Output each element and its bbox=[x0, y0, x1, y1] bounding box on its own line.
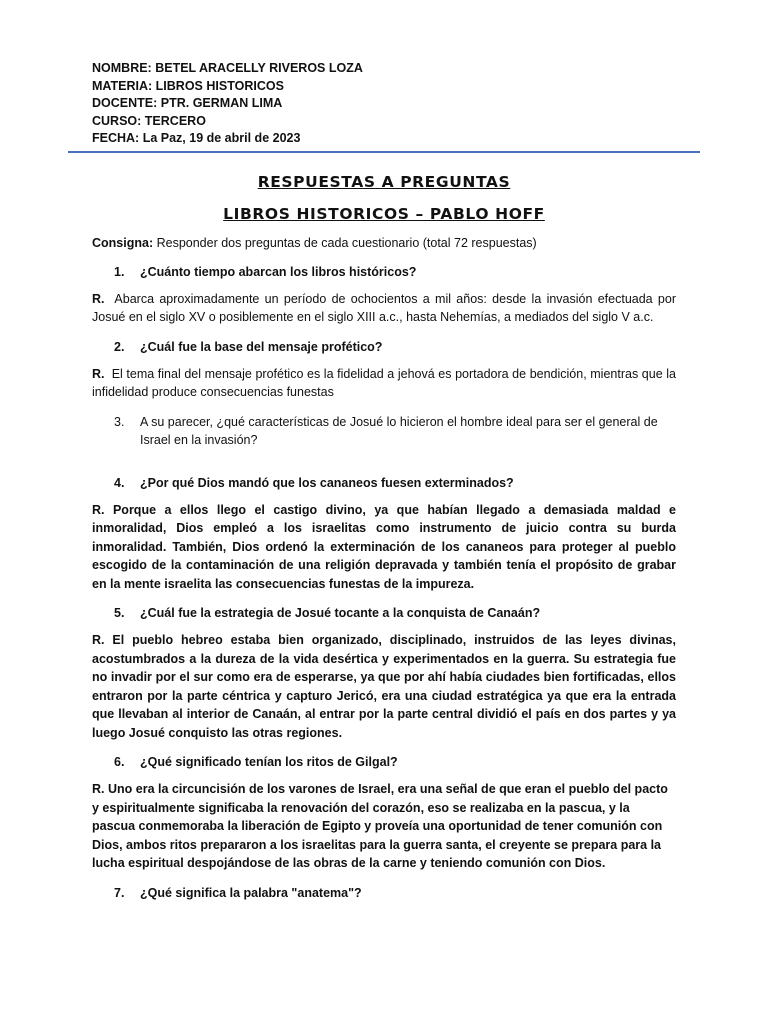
question-number: 7. bbox=[114, 885, 125, 900]
header-fecha bbox=[92, 130, 676, 148]
materia-label: MATERIA: bbox=[92, 78, 153, 93]
fecha-label: FECHA: bbox=[92, 131, 140, 145]
answer-5 bbox=[92, 631, 676, 742]
document-titles bbox=[92, 173, 676, 223]
question-6 bbox=[92, 753, 676, 771]
answer-1 bbox=[92, 290, 676, 327]
question-text: ¿Qué significado tenían los ritos de Gilgal? bbox=[140, 755, 398, 769]
question-number: 1. bbox=[114, 264, 125, 279]
docente-value: PTR. GERMAN LIMA bbox=[160, 96, 283, 110]
answer-prefix: R. bbox=[92, 502, 105, 517]
consigna-text: Responder dos preguntas de cada cuestionario (total 72 respuestas) bbox=[156, 235, 537, 250]
nombre-value: BETEL ARACELLY RIVEROS LOZA bbox=[155, 61, 363, 75]
fecha-value: La Paz, 19 de abril de 2023 bbox=[142, 131, 301, 145]
question-4 bbox=[92, 474, 676, 492]
question-3 bbox=[92, 413, 676, 449]
question-text: ¿Qué significa la palabra "anatema"? bbox=[140, 885, 362, 900]
question-1 bbox=[92, 263, 676, 281]
answer-6 bbox=[92, 780, 676, 873]
answer-prefix: R. bbox=[92, 366, 105, 381]
answer-2 bbox=[92, 365, 676, 402]
header-materia bbox=[92, 78, 676, 96]
header-docente bbox=[92, 95, 676, 113]
question-7 bbox=[92, 884, 676, 902]
curso-value: TERCERO bbox=[144, 113, 206, 128]
student-info-header bbox=[92, 60, 676, 148]
curso-label: CURSO: bbox=[92, 113, 142, 128]
question-2 bbox=[92, 338, 676, 356]
answer-4 bbox=[92, 501, 676, 594]
answer-text: Uno era la circuncisión de los varones de Israel, era una señal de que eran el pueblo del pacto y espiritualmente significaba la renovación del corazón, eso se realizaba en la pascua, y la pascua conmemoraba la liberación de Egipto y proveía una oportunidad de tener comunión con Dios, ambos ritos prepararon a los israelitas para la guerra santa, el creyente se prepara para la lucha espiritual despojándose de las obras de la carne y teniendo comunión con Dios. bbox=[92, 782, 668, 870]
question-number: 5. bbox=[114, 606, 125, 620]
consigna-label: Consigna: bbox=[92, 235, 154, 250]
nombre-label: NOMBRE: bbox=[92, 61, 152, 75]
materia-value: LIBROS HISTORICOS bbox=[155, 78, 284, 93]
question-text: ¿Cuál fue la estrategia de Josué tocante a la conquista de Canaán? bbox=[140, 606, 541, 620]
title-respuestas: RESPUESTAS A PREGUNTAS bbox=[257, 172, 511, 191]
answer-prefix: R. bbox=[92, 633, 105, 647]
answer-text: Abarca aproximadamente un período de ochocientos a mil años: desde la invasión efectuada por Josué en el siglo XV o posiblemente en el siglo XIII a.c., hasta Nehemías, a mediados del siglo V a.c. bbox=[92, 291, 677, 324]
docente-label: DOCENTE: bbox=[92, 96, 158, 110]
spacer bbox=[92, 449, 676, 463]
question-text: A su parecer, ¿qué características de Josué lo hicieron el hombre ideal para ser el general de Israel en la invasión? bbox=[140, 414, 658, 447]
question-text: ¿Cuál fue la base del mensaje profético? bbox=[140, 339, 383, 354]
answer-text: El tema final del mensaje profético es la fidelidad a jehová es portadora de bendición, mientras que la infidelidad produce consecuencias funestas bbox=[92, 366, 676, 399]
question-number: 6. bbox=[114, 755, 125, 769]
answer-prefix: R. bbox=[92, 782, 105, 796]
answer-text: El pueblo hebreo estaba bien organizado, disciplinado, instruidos de las leyes divinas, acostumbrados a la dureza de la vida desértica y experimentados en la guerra. Su estrategia fue no invadir por el sur como era de esperarse, ya que por ahí había ciudades bien fortificadas, ellos entraron por la parte céntrica y capturo Jericó, era una ciudad estratégica ya que era la entrada que llevaban al interior de Canaán, al entrar por la parte central dividió el país en dos partes y ya luego Josué conquisto las otras regiones. bbox=[92, 633, 676, 740]
question-text: ¿Cuánto tiempo abarcan los libros históricos? bbox=[140, 264, 417, 279]
question-number: 4. bbox=[114, 475, 125, 490]
question-5 bbox=[92, 604, 676, 622]
answer-prefix: R. bbox=[92, 291, 105, 306]
header-divider bbox=[68, 151, 700, 153]
title-libros-historicos: LIBROS HISTORICOS – PABLO HOFF bbox=[223, 204, 545, 223]
header-nombre bbox=[92, 60, 676, 78]
question-number: 3. bbox=[114, 414, 125, 429]
answer-text: Porque a ellos llego el castigo divino, ya que habían llegado a demasiada maldad e inmoralidad, Dios empleó a los israelitas como instrumento de juicio contra su burda inmoralidad. También, Dios ordenó la exterminación de los cananeos para proteger al pueblo escogido de la contaminación de una religión depravada y también tenía el propósito de grabar en la mente israelita las consecuencias funestas de la impureza. bbox=[92, 502, 676, 591]
consigna bbox=[92, 235, 676, 252]
header-curso bbox=[92, 113, 676, 131]
question-text: ¿Por qué Dios mandó que los cananeos fuesen exterminados? bbox=[140, 475, 514, 490]
question-number: 2. bbox=[114, 339, 125, 354]
